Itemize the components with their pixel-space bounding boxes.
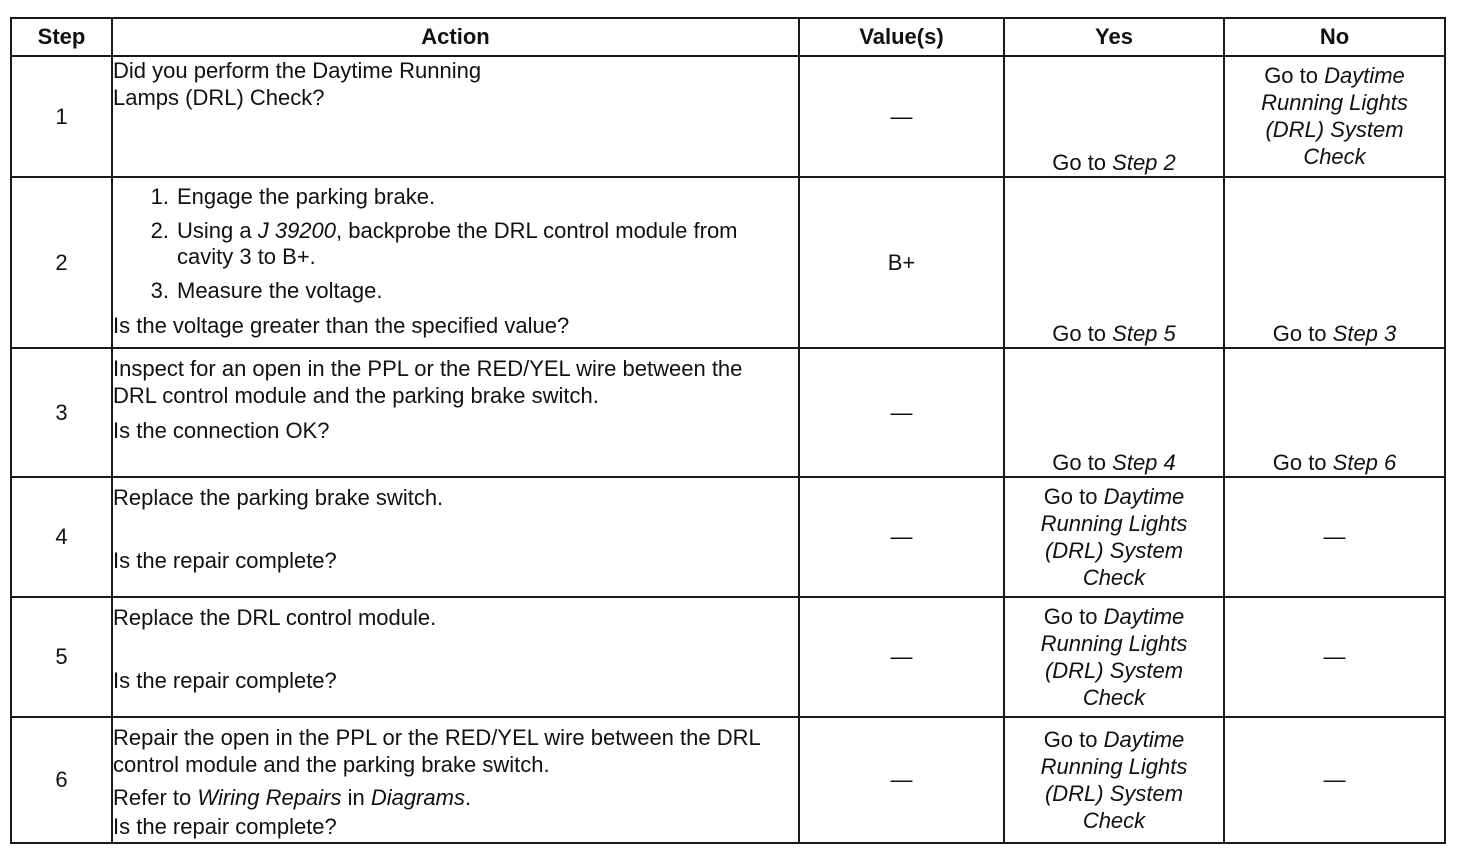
no-prefix: Go to bbox=[1272, 321, 1333, 346]
no-prefix: Go to bbox=[1272, 450, 1333, 475]
list-item: 3. Measure the voltage. bbox=[150, 278, 383, 303]
action-cell bbox=[112, 597, 799, 717]
action-text: Replace the parking brake switch. bbox=[113, 485, 444, 510]
list-item: 1. Engage the parking brake. bbox=[150, 184, 436, 209]
yes-prefix: Go to bbox=[1043, 484, 1104, 509]
header-row bbox=[11, 18, 1445, 56]
no-ref: Daytime Running Lights (DRL) System Check bbox=[1261, 63, 1408, 169]
diagnostic-table-page bbox=[10, 17, 1446, 844]
value-cell: — bbox=[799, 56, 1004, 177]
refer-line: Refer to Wiring Repairs in Diagrams. bbox=[113, 785, 472, 810]
yes-cell bbox=[1004, 348, 1224, 477]
action-question: Is the voltage greater than the specified value? bbox=[113, 313, 570, 338]
no-cell bbox=[1224, 348, 1445, 477]
action-question: Is the repair complete? bbox=[113, 548, 337, 573]
no-ref: Step 3 bbox=[1332, 321, 1397, 346]
table-row bbox=[11, 717, 1445, 843]
action-text: Repair the open in the PPL or the RED/YEL wire between the DRL control module and the parking brake switch. bbox=[113, 725, 760, 777]
yes-cell bbox=[1004, 56, 1224, 177]
yes-ref: Daytime Running Lights (DRL) System Check bbox=[1040, 604, 1188, 710]
yes-cell bbox=[1004, 477, 1224, 597]
list-item: 2. Using a J 39200, backprobe the DRL control module from cavity 3 to B+. bbox=[150, 218, 738, 269]
header-no: No bbox=[1224, 18, 1445, 56]
value-cell: — bbox=[799, 717, 1004, 843]
step-number: 3 bbox=[11, 348, 112, 477]
yes-cell bbox=[1004, 177, 1224, 348]
yes-ref: Step 5 bbox=[1112, 321, 1176, 346]
diagnostic-table bbox=[10, 17, 1446, 844]
no-cell bbox=[1224, 56, 1445, 177]
action-question: Is the repair complete? bbox=[113, 814, 337, 839]
action-text: Inspect for an open in the PPL or the RED/YEL wire between the DRL control module and the parking brake switch. bbox=[113, 356, 743, 408]
value-cell: B+ bbox=[799, 177, 1004, 348]
no-cell: — bbox=[1224, 717, 1445, 843]
no-prefix: Go to bbox=[1264, 63, 1325, 88]
tool-ref: J 39200 bbox=[257, 218, 337, 243]
step-number: 2 bbox=[11, 177, 112, 348]
yes-prefix: Go to bbox=[1052, 321, 1113, 346]
action-text: Replace the DRL control module. bbox=[113, 605, 437, 630]
yes-cell bbox=[1004, 717, 1224, 843]
no-cell bbox=[1224, 177, 1445, 348]
yes-prefix: Go to bbox=[1043, 727, 1104, 752]
step-number: 5 bbox=[11, 597, 112, 717]
step-number: 6 bbox=[11, 717, 112, 843]
value-cell: — bbox=[799, 597, 1004, 717]
action-text: Did you perform the Daytime Running Lamps (DRL) Check? bbox=[113, 58, 482, 110]
action-question: Is the repair complete? bbox=[113, 668, 337, 693]
action-cell bbox=[112, 177, 799, 348]
table-row bbox=[11, 56, 1445, 177]
yes-ref: Daytime Running Lights (DRL) System Check bbox=[1040, 727, 1188, 833]
header-action: Action bbox=[112, 18, 799, 56]
yes-ref: Daytime Running Lights (DRL) System Check bbox=[1040, 484, 1188, 590]
yes-cell bbox=[1004, 597, 1224, 717]
value-cell: — bbox=[799, 477, 1004, 597]
step-number: 4 bbox=[11, 477, 112, 597]
yes-ref: Step 4 bbox=[1112, 450, 1176, 475]
no-cell: — bbox=[1224, 477, 1445, 597]
table-row bbox=[11, 477, 1445, 597]
yes-prefix: Go to bbox=[1043, 604, 1104, 629]
refer-doc: Diagrams bbox=[370, 785, 465, 810]
no-ref: Step 6 bbox=[1332, 450, 1397, 475]
action-cell bbox=[112, 477, 799, 597]
header-step: Step bbox=[11, 18, 112, 56]
no-cell: — bbox=[1224, 597, 1445, 717]
header-yes: Yes bbox=[1004, 18, 1224, 56]
action-steps-list bbox=[113, 184, 798, 304]
yes-prefix: Go to bbox=[1052, 450, 1113, 475]
action-question: Is the connection OK? bbox=[113, 418, 330, 443]
refer-ref: Wiring Repairs bbox=[197, 785, 342, 810]
table-row bbox=[11, 348, 1445, 477]
yes-ref: Step 2 bbox=[1112, 150, 1176, 175]
step-number: 1 bbox=[11, 56, 112, 177]
header-values: Value(s) bbox=[799, 18, 1004, 56]
action-cell bbox=[112, 717, 799, 843]
action-cell bbox=[112, 348, 799, 477]
table-row bbox=[11, 597, 1445, 717]
action-cell bbox=[112, 56, 799, 177]
value-cell: — bbox=[799, 348, 1004, 477]
table-row bbox=[11, 177, 1445, 348]
yes-prefix: Go to bbox=[1052, 150, 1113, 175]
